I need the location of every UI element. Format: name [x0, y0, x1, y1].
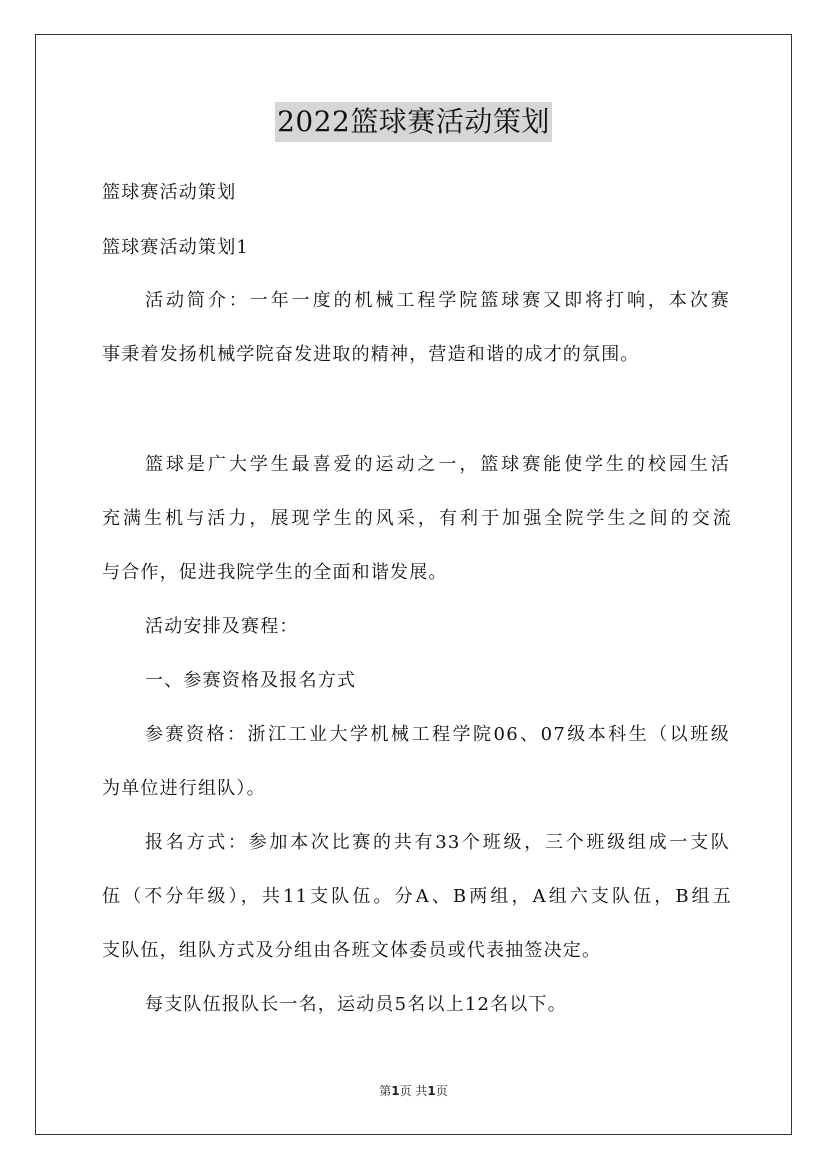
- footer-mid: 页 共: [399, 1084, 428, 1098]
- paragraph-line: 参赛资格：浙江工业大学机械工程学院06、07级本科生（以班级: [145, 724, 730, 745]
- section-heading: 篮球赛活动策划: [102, 182, 237, 203]
- footer-page-total: 1: [427, 1084, 436, 1098]
- paragraph-line: 一、参赛资格及报名方式: [145, 670, 357, 691]
- footer-suffix: 页: [435, 1084, 448, 1098]
- paragraph-line: 活动简介：一年一度的机械工程学院篮球赛又即将打响，本次赛: [145, 290, 730, 311]
- paragraph-line: 报名方式：参加本次比赛的共有33个班级，三个班级组成一支队: [145, 832, 730, 853]
- paragraph-line: 事秉着发扬机械学院奋发进取的精神，营造和谐的成才的氛围。: [102, 344, 640, 365]
- paragraph-line: 篮球是广大学生最喜爱的运动之一，篮球赛能使学生的校园生活: [145, 454, 730, 475]
- document-title: 2022篮球赛活动策划: [275, 102, 552, 142]
- paragraph-line: 与合作，促进我院学生的全面和谐发展。: [102, 562, 448, 583]
- document-title-wrapper: [0, 102, 827, 142]
- paragraph-line: 活动安排及赛程：: [145, 616, 299, 637]
- footer-page-current: 1: [391, 1084, 400, 1098]
- paragraph-line: 伍（不分年级），共11支队伍。分A、B两组，A组六支队伍，B组五: [102, 886, 732, 907]
- footer-prefix: 第: [379, 1084, 392, 1098]
- page-footer: [0, 1083, 827, 1099]
- paragraph-line: 充满生机与活力，展现学生的风采，有利于加强全院学生之间的交流: [102, 508, 732, 529]
- paragraph-line: 每支队伍报队长一名，运动员5名以上12名以下。: [145, 994, 567, 1015]
- paragraph-line: 为单位进行组队）。: [102, 778, 266, 799]
- subsection-heading: 篮球赛活动策划1: [102, 237, 250, 258]
- paragraph-line: 支队伍，组队方式及分组由各班文体委员或代表抽签决定。: [102, 940, 602, 961]
